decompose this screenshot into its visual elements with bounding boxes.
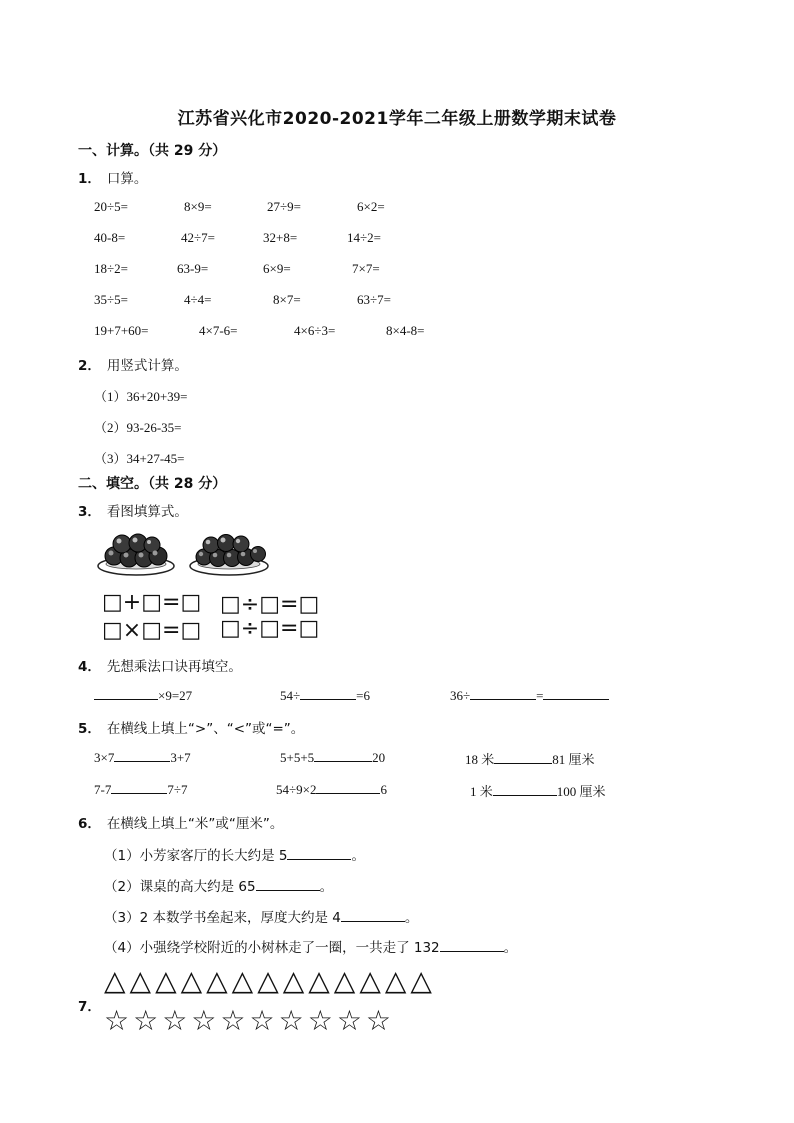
vertical-calc-item: （3）34+27-45= [94,451,185,466]
fill-item [104,844,365,864]
box-equation: □+□=□ [102,590,202,615]
compare-right: 7÷7 [167,782,188,797]
oral-item: 35÷5= [94,292,128,307]
oral-item: 20÷5= [94,199,128,214]
question-4 [78,655,242,675]
compare-left: 3×7 [94,750,115,765]
box-equation: □÷□=□ [220,616,320,641]
oral-item: 14÷2= [347,230,381,245]
compare-item [94,781,187,798]
section-heading-2: 二、填空。（共 28 分） [78,476,227,492]
fill-item-text: （3）2 本数学书垒起来，厚度大约是 4 [104,910,341,926]
triangles-row: △△△△△△△△△△△△△ [104,964,436,997]
oral-item: 19+7+60= [94,323,149,338]
compare-item [465,749,595,768]
answer-blank[interactable] [494,751,552,764]
plate-of-balls-image [188,530,270,578]
oral-item: 40-8= [94,230,126,245]
compare-left: 54÷9×2 [276,782,317,797]
q4-b-text: 54÷ [280,688,301,703]
q4-item-a [94,687,192,704]
answer-blank[interactable] [114,749,170,762]
answer-blank[interactable] [316,781,380,794]
q4-item-c [450,687,609,704]
question-number: 1． [78,171,101,187]
question-text: 在横线上填上“>”、“<”或“=”。 [106,721,305,737]
q4-c-text: 36÷ [450,688,471,703]
answer-blank[interactable] [493,783,557,796]
fill-item [104,875,333,895]
question-6 [78,812,283,832]
question-5 [78,717,304,737]
q4-a-text: ×9=27 [158,688,193,703]
question-number: 6． [78,816,101,832]
fill-item [104,906,418,926]
oral-item: 32+8= [263,230,298,245]
fill-item-end: 。 [404,910,419,926]
oral-item: 4×6÷3= [294,323,336,338]
answer-blank[interactable] [300,687,356,700]
vertical-calc-item: （1）36+20+39= [94,389,188,404]
question-number: 4． [78,659,101,675]
question-1 [78,167,147,187]
compare-right: 81 厘米 [552,752,595,767]
question-text: 用竖式计算。 [106,358,188,374]
answer-blank[interactable] [470,687,536,700]
question-number: 2． [78,358,101,374]
vertical-calc-item: （2）93-26-35= [94,420,182,435]
question-text: 看图填算式。 [106,504,188,520]
compare-item [280,749,385,766]
q4-item-b [280,687,370,704]
answer-blank[interactable] [94,687,158,700]
oral-item: 42÷7= [181,230,215,245]
box-equation: □÷□=□ [220,592,320,617]
question-number: 3． [78,504,101,520]
compare-item [94,749,191,766]
oral-item: 63÷7= [357,292,391,307]
question-7 [78,995,107,1015]
oral-item: 4÷4= [184,292,212,307]
answer-blank[interactable] [543,687,609,700]
compare-left: 5+5+5 [280,750,315,765]
fill-item [104,936,517,956]
answer-blank[interactable] [256,878,320,891]
q4-b-text-end: =6 [356,688,370,703]
oral-item: 8×4-8= [386,323,425,338]
answer-blank[interactable] [314,749,372,762]
fill-item-end: 。 [351,848,365,864]
compare-left: 1 米 [470,784,493,799]
question-3 [78,500,188,520]
oral-item: 6×2= [357,199,385,214]
question-text: 先想乘法口诀再填空。 [106,659,242,675]
section-heading-1: 一、计算。（共 29 分） [78,143,227,159]
compare-right: 3+7 [170,750,191,765]
stars-row: ☆☆☆☆☆☆☆☆☆☆ [104,1004,396,1037]
compare-item [470,781,606,800]
oral-item: 18÷2= [94,261,128,276]
box-equation: □×□=□ [102,618,202,643]
fill-item-end: 。 [503,940,518,956]
answer-blank[interactable] [341,909,405,922]
answer-blank[interactable] [440,939,504,952]
answer-blank[interactable] [287,847,351,860]
oral-item: 63-9= [177,261,209,276]
oral-item: 4×7-6= [199,323,238,338]
compare-left: 7-7 [94,782,112,797]
fill-item-text: （4）小强绕学校附近的小树林走了一圈，一共走了 132 [104,940,440,956]
compare-right: 6 [380,782,387,797]
compare-right: 20 [372,750,386,765]
fill-item-end: 。 [319,879,334,895]
oral-item: 8×7= [273,292,301,307]
compare-right: 100 厘米 [556,784,606,799]
question-number: 5． [78,721,101,737]
page-title: 江苏省兴化市2020-2021学年二年级上册数学期末试卷 [177,109,617,129]
question-2 [78,354,188,374]
question-text: 口算。 [106,171,148,187]
oral-item: 7×7= [352,261,380,276]
question-number: 7． [78,999,101,1015]
compare-left: 18 米 [465,752,495,767]
oral-item: 8×9= [184,199,212,214]
compare-item [276,781,387,798]
plate-of-balls-image [96,530,176,578]
answer-blank[interactable] [111,781,167,794]
question-text: 在横线上填上“米”或“厘米”。 [106,816,284,832]
oral-item: 27÷9= [267,199,301,214]
q4-c-equals: = [536,688,544,703]
fill-item-text: （1）小芳家客厅的长大约是 5 [104,848,288,864]
fill-item-text: （2）课桌的高大约是 65 [104,879,256,895]
oral-item: 6×9= [263,261,291,276]
